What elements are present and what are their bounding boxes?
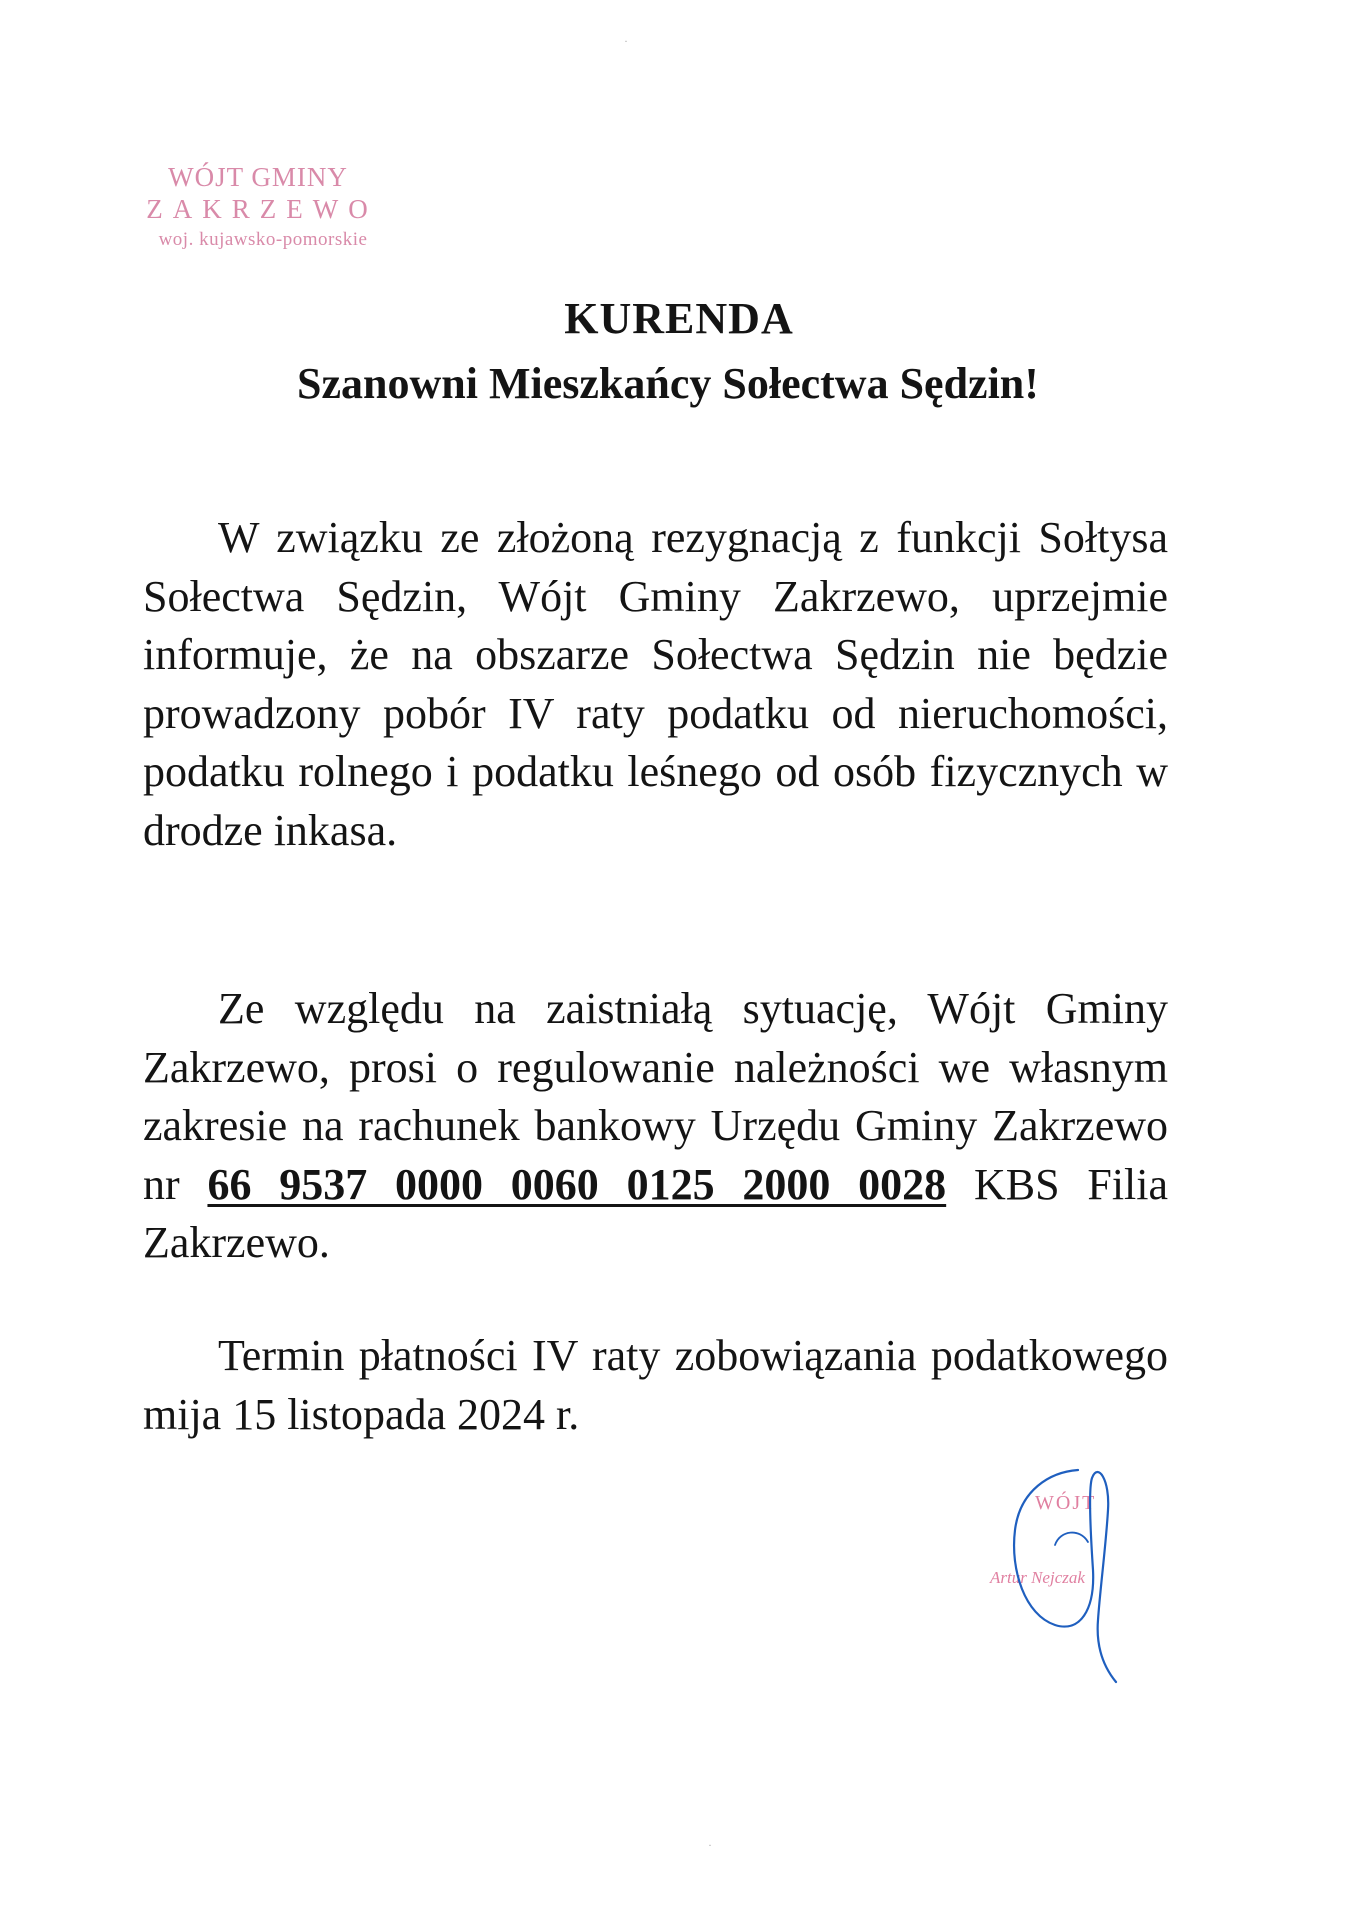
scan-speck: · [708,1838,712,1852]
handwritten-signature [980,1450,1180,1690]
document-subtitle: Szanowni Mieszkańcy Sołectwa Sędzin! [297,359,1039,408]
stamp-line-voivodeship: woj. kujawsko-pomorskie [158,228,368,250]
bank-name: KBS Filia Zakrzewo. [143,1159,1169,1267]
scan-speck: · [624,34,628,48]
signature-stamp-title: WÓJT [1035,1492,1097,1514]
paragraph-bank-payment [143,980,1168,1273]
bank-account-number: 66 9537 0000 0060 0125 2000 0028 [207,1159,947,1209]
issuer-stamp [118,163,398,250]
paragraph-tax-collection: W związku ze złożoną rezygnacją z funkcji Sołtysa Sołectwa Sędzin, Wójt Gminy Zakrzewo, uprzejmie informuje, że na obszarze Sołectwa Sędzin nie będzie prowadzony pobór IV raty podatku od nieruchomości, podatku rolnego i podatku leśnego od osób fizycznych w drodze inkasa. [143,513,1168,855]
stamp-line-office: WÓJT GMINY [168,162,348,192]
signature-block [980,1450,1180,1690]
stamp-line-municipality: ZAKRZEWO [146,194,378,225]
document-title: KURENDA [564,294,794,343]
paragraph-payment-deadline: Termin płatności IV raty zobowiązania podatkowego mija 15 listopada 2024 r. [143,1331,1168,1439]
signature-stamp-name: Artur Nejczak [990,1568,1085,1587]
paragraph-bank-payment-intro: Ze względu na zaistniałą sytuację, Wójt Gminy Zakrzewo, prosi o regulowanie należności we własnym zakresie na rachunek bankowy Urzędu Gminy Zakrzewo nr [143,984,1168,1209]
